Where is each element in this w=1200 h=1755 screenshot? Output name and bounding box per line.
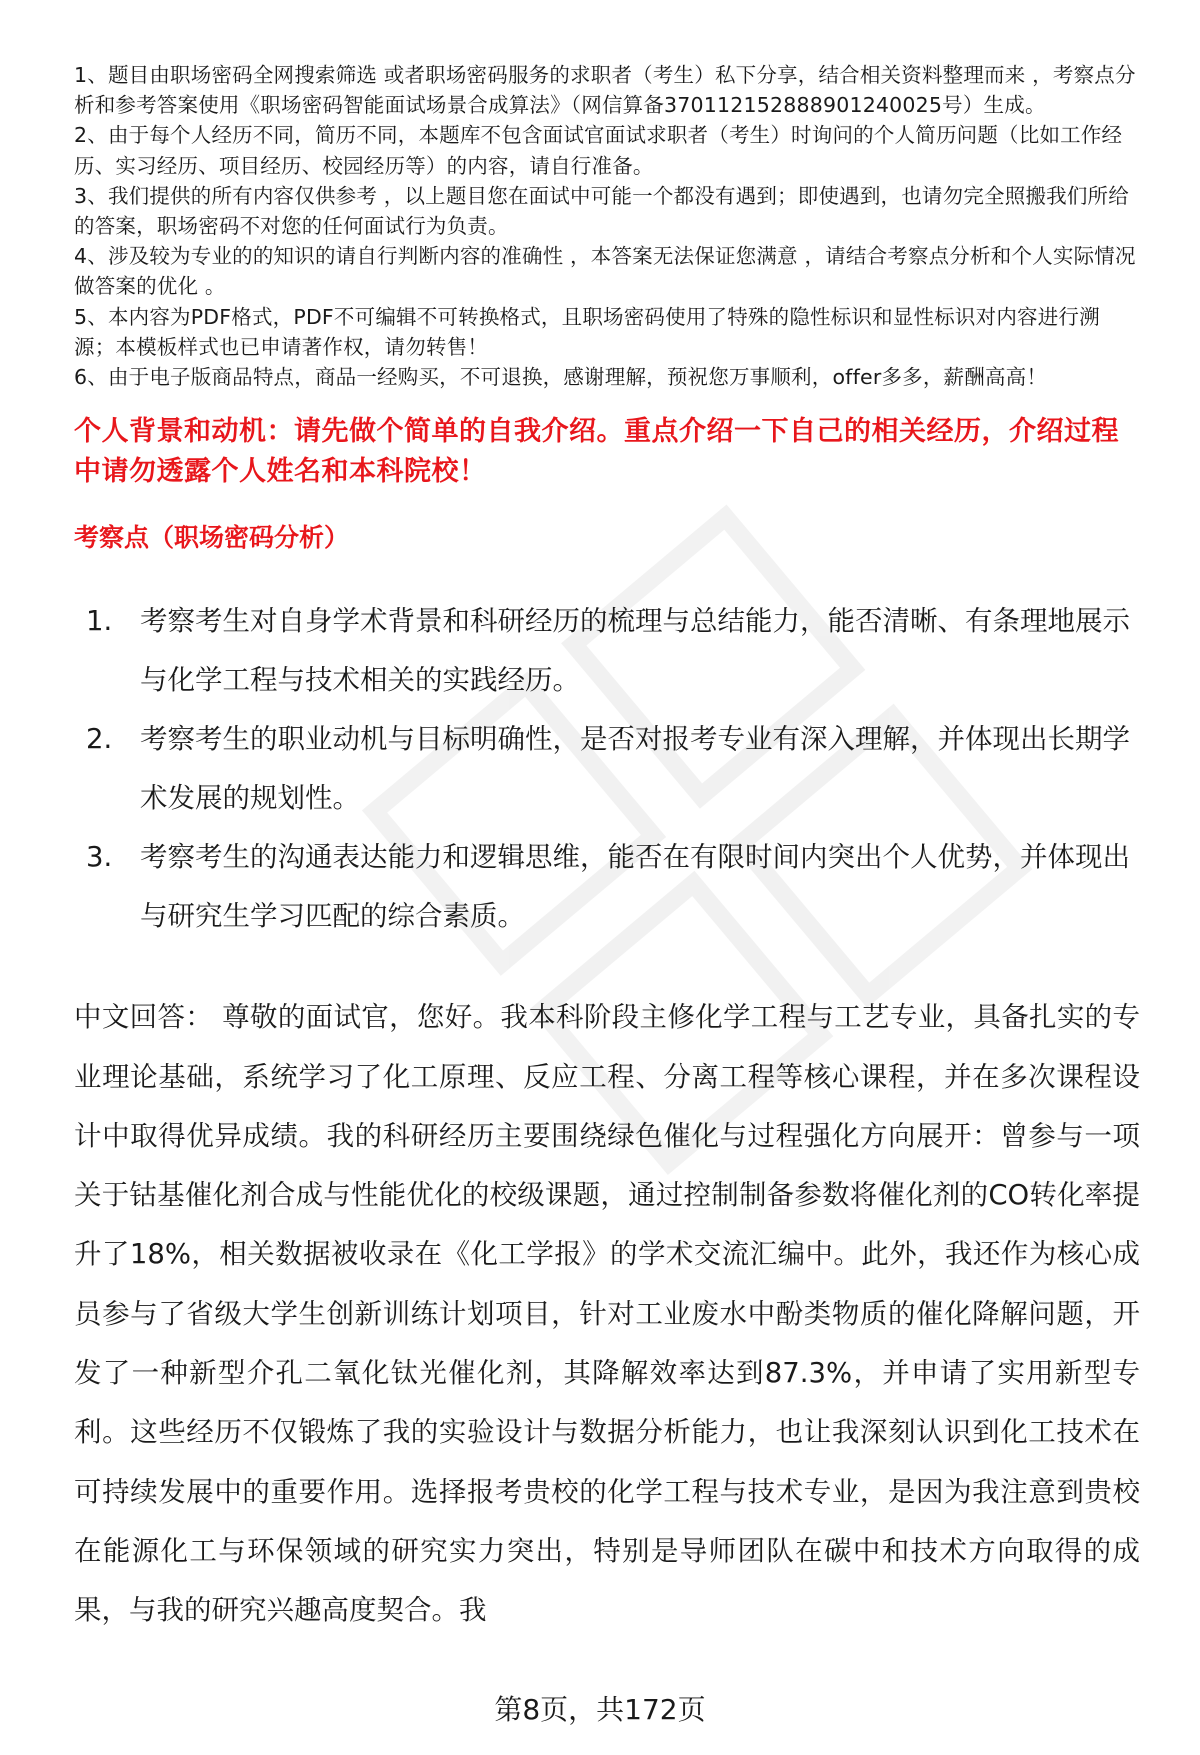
point-number: 2. [86,723,113,756]
disclaimer-item: 4、涉及较为专业的的知识的请自行判断内容的准确性 ，本答案无法保证您满意 ，请结合考察点分析和个人实际情况做答案的优化 。 [74,244,1136,299]
disclaimer-item: 3、我们提供的所有内容仅供参考 ，以上题目您在面试中可能一个都没有遇到；即使遇到，也请勿完全照搬我们所给的答案，职场密码不对您的任何面试行为负责。 [74,183,1129,239]
disclaimer-item: 1、题目由职场密码全网搜索筛选 或者职场密码服务的求职者（考生）私下分享，结合相关资料整理而来 ，考察点分析和参考答案使用《职场密码智能面试场景合成算法》（网信算备370112152888901240025号）生成。 [74,63,1136,118]
disclaimer-item: 2、由于每个人经历不同，简历不同，本题库不包含面试官面试求职者（考生）时询问的个人简历问题（比如工作经历、实习经历、项目经历、校园经历等）的内容，请自行准备。 [74,123,1123,178]
points-heading: 考察点（职场密码分析） [74,523,350,553]
point-text: 考察考生的沟通表达能力和逻辑思维，能否在有限时间内突出个人优势，并体现出与研究生学习匹配的综合素质。 [140,841,1130,933]
assessment-point [86,592,1140,710]
point-text: 考察考生的职业动机与目标明确性，是否对报考专业有深入理解，并体现出长期学术发展的规划性。 [140,723,1130,815]
assessment-point [86,710,1140,828]
point-text: 考察考生对自身学术背景和科研经历的梳理与总结能力，能否清晰、有条理地展示与化学工程与技术相关的实践经历。 [140,605,1130,697]
assessment-points-list [74,592,1140,946]
point-number: 1. [86,605,113,638]
disclaimer-item: 5、本内容为PDF格式，PDF不可编辑不可转换格式，且职场密码使用了特殊的隐性标识和显性标识对内容进行溯源；本模板样式也已申请著作权，请勿转售！ [74,304,1100,359]
answer-paragraph: 中文回答： 尊敬的面试官，您好。我本科阶段主修化学工程与工艺专业，具备扎实的专业理论基础，系统学习了化工原理、反应工程、分离工程等核心课程，并在多次课程设计中取得优异成绩。我的科研经历主要围绕绿色催化与过程强化方向展开：曾参与一项关于钴基催化剂合成与性能优化的校级课题，通过控制制备参数将催化剂的CO转化率提升了18%，相关数据被收录在《化工学报》的学术交流汇编中。此外，我还作为核心成员参与了省级大学生创新训练计划项目，针对工业废水中酚类物质的催化降解问题，开发了一种新型介孔二氧化钛光催化剂，其降解效率达到87.3%，并申请了实用新型专利。这些经历不仅锻炼了我的实验设计与数据分析能力，也让我深刻认识到化工技术在可持续发展中的重要作用。选择报考贵校的化学工程与技术专业，是因为我注意到贵校在能源化工与环保领域的研究实力突出，特别是导师团队在碳中和技术方向取得的成果，与我的研究兴趣高度契合。我 [74,1001,1140,1627]
question-title: 个人背景和动机：请先做个简单的自我介绍。重点介绍一下自己的相关经历，介绍过程中请勿透露个人姓名和本科院校！ [74,416,1119,488]
page-number: 第8页，共172页 [494,1693,706,1726]
point-number: 3. [86,841,113,874]
disclaimer-list [74,60,1140,392]
assessment-point [86,828,1140,946]
disclaimer-item: 6、由于电子版商品特点，商品一经购买，不可退换，感谢理解，预祝您万事顺利，offer多多，薪酬高高！ [74,365,1048,390]
